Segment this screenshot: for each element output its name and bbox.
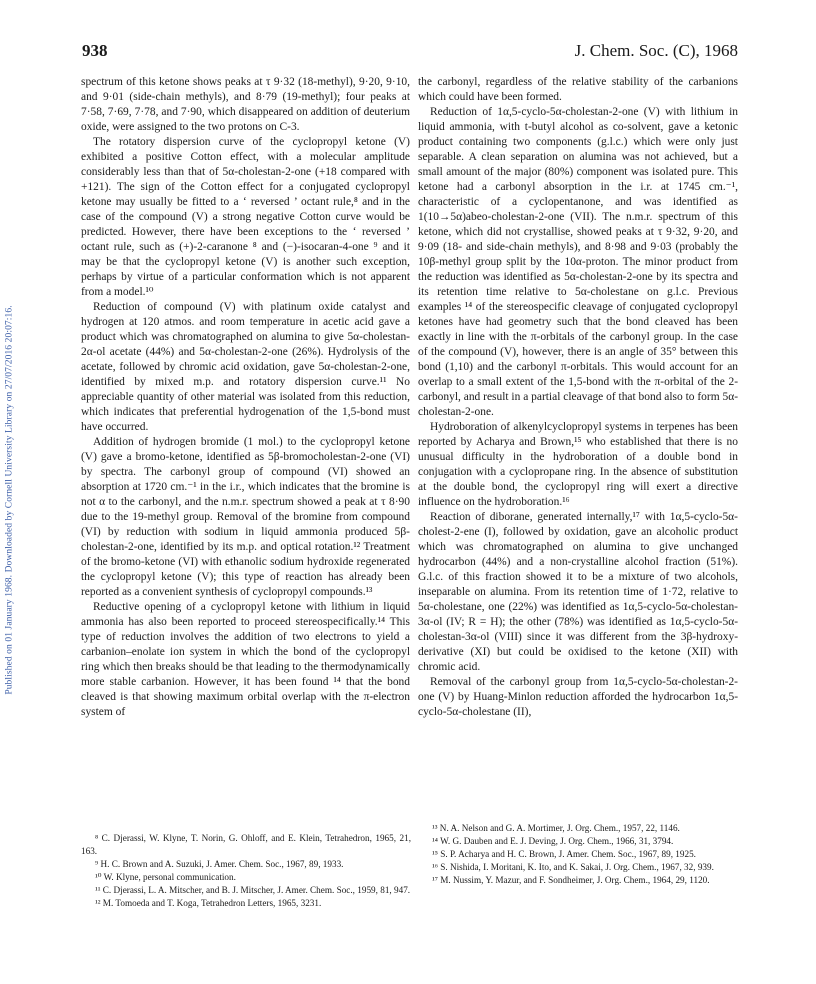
- paragraph: The rotatory dispersion curve of the cyclopropyl ketone (V) exhibited a positive Cotton effect, with a molecular amplitude considerably less than that of 5α-cholestan-2-one (+18 compared with +121). The sign of the Cotton effect for a conjugated cyclopropyl ketone may usually be fitted to a ‘ reversed ’ octant rule,⁸ and in the case of the compound (V) a strong negative Cotton curve would be predicted. However, there have been exceptions to the ‘ reversed ’ octant rule, such as (+)-2-caranone ⁸ and (−)-isocaran-4-one ⁹ and it may be that the cyclopropyl ketone (V) is another such exception, perhaps by virtue of a particular conformation which is not apparent from a model.¹⁰: [81, 136, 410, 298]
- page-number: 938: [82, 41, 108, 60]
- download-watermark: [0, 140, 20, 860]
- footnote: ¹⁷ M. Nussim, Y. Mazur, and F. Sondheimer, J. Org. Chem., 1964, 29, 1120.: [432, 875, 710, 885]
- paragraph: Reduction of 1α,5-cyclo-5α-cholestan-2-one (V) with lithium in liquid ammonia, with t-butyl alcohol as co-solvent, gave a ketonic product containing two components (g.l.c.) which were only just separable. A clean separation on alumina was not achieved, but a small amount of the major (80%) component was isolated pure. This ketone had a carbonyl absorption in the i.r. at 1745 cm.⁻¹, characteristic of a cyclopentanone, and was identified as 1(10→5α)abeo-cholestan-2-one (VII). The n.m.r. spectrum of this ketone, which did not crystallise, showed peaks at τ 9·32, 9·20, and 9·09 (18- and side-chain methyls), and 8·98 and 9·03 (probably the 10β-methyl group split by the 10α-proton. The minor product from the reduction was identified as 5α-cholestan-2-one by its spectra and its retention time relative to 5α-cholestane on g.l.c. Previous examples ¹⁴ of the stereospecific cleavage of conjugated cyclopropyl ketones have had geometry such that the bond cleaved has been exactly in line with the π-orbitals of the carbonyl group. In the case of the compound (V), however, there is an angle of 35° between this bond (1,10) and the carbonyl π-orbitals. This would account for an overlap to a small extent of the 1,5-bond with the π-orbital of the 2-carbonyl, and result in a partial cleavage of that bond also to form 5α-cholestan-2-one.: [418, 106, 738, 418]
- paragraph: Hydroboration of alkenylcyclopropyl systems in terpenes has been reported by Acharya and Brown,¹⁵ who established that there is no unusual difficulty in the hydroboration of a double bond in conjugation with a cyclopropane ring. In the absence of substitution at the double bond, the cyclopropyl ring will exert a directive influence on the hydroboration.¹⁶: [418, 421, 738, 508]
- footnotes-right: [418, 822, 738, 887]
- paragraph: Reductive opening of a cyclopropyl ketone with lithium in liquid ammonia has also been reported to proceed stereospecifically.¹⁴ This type of reduction involves the addition of two electrons to yield a carbanion–enolate ion system in which the bond of the cyclopropyl ring which then breaks should be that leading to the thermodynamically more stable carbanion. However, it has been found ¹⁴ that the bond cleaved is that showing maximum orbital overlap with the π-electron system of: [81, 601, 410, 718]
- download-watermark-text[interactable]: Published on 01 January 1968. Downloaded by Cornell University Library on 27/07/2016 20:07:16.: [5, 305, 16, 695]
- left-column: [81, 75, 410, 720]
- paragraph: Reaction of diborane, generated internally,¹⁷ with 1α,5-cyclo-5α-cholest-2-ene (I), followed by oxidation, gave an alcoholic product which was chromatographed on alumina to give unchanged hydrocarbon (44%) and a non-crystalline alcohol fraction (51%). G.l.c. of this fraction showed it to be a mixture of two alcohols, inseparable on alumina. From its retention time of 1·72, relative to 5α-cholestane, one (22%) was identified as 1α,5-cyclo-5α-cholestan-3α-ol (IV; R = H); the other (78%) was identified as 1α,5-cyclo-5α-cholestan-3α-ol (VIII) since it was different from the 3β-hydroxy-derivative (XI) but could be oxidised to the ketone (XII) with chromic acid.: [418, 511, 738, 673]
- footnote: ¹⁴ W. G. Dauben and E. J. Deving, J. Org. Chem., 1966, 31, 3794.: [432, 836, 674, 846]
- page-header: [82, 41, 738, 65]
- footnotes-left: [81, 832, 411, 910]
- footnote: ¹¹ C. Djerassi, L. A. Mitscher, and B. J. Mitscher, J. Amer. Chem. Soc., 1959, 81, 947.: [95, 885, 411, 895]
- journal-citation: J. Chem. Soc. (C), 1968: [574, 41, 738, 60]
- paragraph: Reduction of compound (V) with platinum oxide catalyst and hydrogen at 120 atmos. and room temperature in acetic acid gave a product which was chromatographed on alumina to give 5α-cholestan-2α-ol acetate (44%) and 5α-cholestan-2-one (26%). Hydrolysis of the acetate, followed by chromic acid oxidation, gave 5α-cholestan-2-one, identified by mixed m.p. and rotatory dispersion curve.¹¹ No appreciable quantity of other material was isolated from this reduction, which indicates that preferential hydrogenation of the 1,5-bond must have occurred.: [81, 301, 410, 433]
- paragraph: Addition of hydrogen bromide (1 mol.) to the cyclopropyl ketone (V) gave a bromo-ketone, identified as 5β-bromocholestan-2-one (VI) by spectra. The carbonyl group of compound (VI) showed an absorption at 1720 cm.⁻¹ in the i.r., which indicates that the bromine is not α to the carbonyl, and the n.m.r. spectrum showed a peak at τ 8·90 due to the 19-methyl group. Removal of the bromine from compound (VI) by reduction with sodium in liquid ammonia produced 5β-cholestan-2-one, identified by its m.p. and optical rotation.¹² Treatment of the bromo-ketone (VI) with ethanolic sodium hydroxide regenerated the cyclopropyl ketone (V); this type of reaction has already been reported as a convenient synthesis of cyclopropyl compounds.¹³: [81, 436, 410, 598]
- footnote: ⁹ H. C. Brown and A. Suzuki, J. Amer. Chem. Soc., 1967, 89, 1933.: [95, 859, 344, 869]
- paragraph: Removal of the carbonyl group from 1α,5-cyclo-5α-cholestan-2-one (V) by Huang-Minlon reduction afforded the hydrocarbon 1α,5-cyclo-5α-cholestane (II),: [418, 676, 738, 718]
- footnote: ¹⁶ S. Nishida, I. Moritani, K. Ito, and K. Sakai, J. Org. Chem., 1967, 32, 939.: [432, 862, 714, 872]
- footnote: ¹³ N. A. Nelson and G. A. Mortimer, J. Org. Chem., 1957, 22, 1146.: [432, 823, 680, 833]
- right-column: [418, 75, 738, 720]
- footnote: ¹⁰ W. Klyne, personal communication.: [95, 872, 236, 882]
- footnote: ⁸ C. Djerassi, W. Klyne, T. Norin, G. Ohloff, and E. Klein, Tetrahedron, 1965, 21, 163.: [81, 833, 411, 856]
- footnote: ¹⁵ S. P. Acharya and H. C. Brown, J. Amer. Chem. Soc., 1967, 89, 1925.: [432, 849, 696, 859]
- paragraph: spectrum of this ketone shows peaks at τ 9·32 (18-methyl), 9·20, 9·10, and 9·01 (side-chain methyls), and 8·79 (19-methyl); four peaks at 7·58, 7·69, 7·78, and 7·90, which disappeared on addition of deuterium oxide, were assigned to the two protons on C-3.: [81, 76, 410, 133]
- paragraph: the carbonyl, regardless of the relative stability of the carbanions which could have been formed.: [418, 76, 738, 103]
- footnote: ¹² M. Tomoeda and T. Koga, Tetrahedron Letters, 1965, 3231.: [95, 898, 322, 908]
